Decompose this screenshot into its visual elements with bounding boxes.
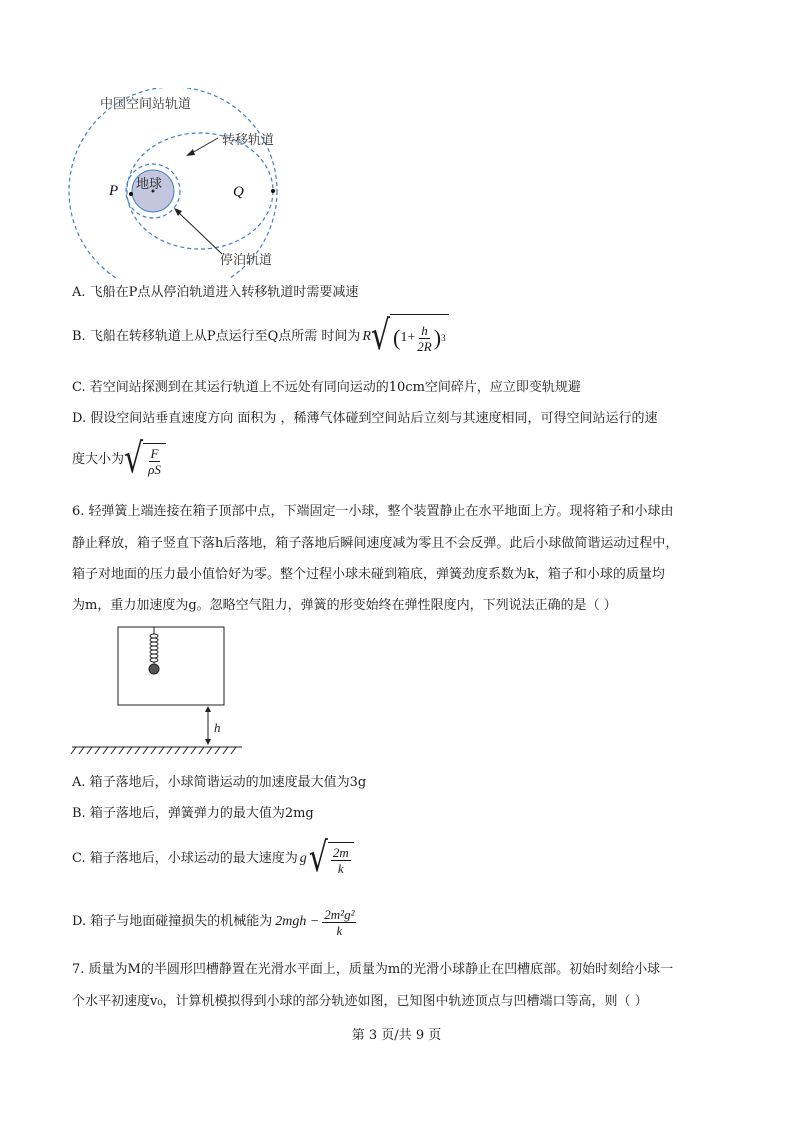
station-orbit-circle <box>69 88 277 278</box>
q5-d-sqrt: √ $\frac{F}{\rho S}$ <box>124 443 166 477</box>
orbit-diagram <box>60 88 310 278</box>
transfer-orbit-arrowhead <box>186 149 195 156</box>
q6-c-fraction: $\frac{2m}{k}$ <box>332 845 349 876</box>
q7-stem-line2: 个水平初速度v₀，计算机模拟得到小球的部分轨迹如图，已知图中轨迹顶点与凹槽端口等高，则（ ） <box>72 994 648 1009</box>
point-p-dot <box>129 192 133 196</box>
q5-option-d-line1: D. 假设空间站垂直速度方向 面积为 ，稀薄气体碰到空间站后立刻与其速度相同，可得空间站运行的速 <box>72 411 658 426</box>
height-arrow-bottom <box>205 739 211 745</box>
point-p-label: P <box>109 183 119 199</box>
q5-b-exponent: 3 <box>441 333 446 343</box>
q5-b-sqrt: √ ( 1+ $\frac{h}{2R}$ ) 3 <box>371 314 449 359</box>
q6-c-g: g <box>299 851 307 866</box>
parking-orbit-arrow <box>178 212 222 254</box>
q6-stem-line3: 箱子对地面的压力最小值恰好为零。整个过程小球未碰到箱底，弹簧劲度系数为k，箱子和小球的质量均 <box>72 567 665 582</box>
transfer-orbit-arrow <box>190 138 218 154</box>
q5-option-a: A. 飞船在P点从停泊轨道进入转移轨道时需要减速 <box>72 285 359 300</box>
box <box>118 627 224 705</box>
q5-option-c: C. 若空间站探测到在其运行轨道上不远处有同向运动的10cm空间碎片，应立即变轨规避 <box>72 380 581 395</box>
q5-option-b-text: B. 飞船在转移轨道上从P点运行至Q点所需 时间为 <box>72 328 361 344</box>
q5-b-one: 1+ <box>400 330 416 345</box>
box-spring-diagram <box>68 622 248 757</box>
q5-option-b <box>72 314 449 359</box>
q5-d-fraction: $\frac{F}{\rho S}$ <box>148 446 161 477</box>
q6-stem-line4: 为m，重力加速度为g。忽略空气阻力，弹簧的形变始终在弹性限度内，下列说法正确的是（ ） <box>72 598 617 613</box>
station-orbit-label: 中国空间站轨道 <box>100 97 192 112</box>
q5-b-R: R <box>362 328 371 344</box>
q7-stem-line1: 7. 质量为M的半圆形凹槽静置在光滑水平面上，质量为m的光滑小球静止在凹槽底部。初始时刻给小球一 <box>72 962 674 977</box>
height-label: h <box>214 720 221 735</box>
ground-hatch <box>71 747 236 754</box>
q6-c-sqrt: √ $\frac{2m}{k}$ <box>309 842 354 876</box>
q6-stem-line1: 6. 轻弹簧上端连接在箱子顶部中点，下端固定一小球，整个装置静止在水平地面上方。现将箱子和小球由 <box>72 504 674 519</box>
q6-stem-line2: 静止释放，箱子竖直下落h后落地，箱子落地后瞬间速度减为零且不会反弹。此后小球做简谐运动过程中， <box>72 536 679 551</box>
point-q-dot <box>271 189 275 193</box>
parking-orbit-label: 停泊轨道 <box>220 253 273 268</box>
transfer-orbit-label: 转移轨道 <box>222 133 275 148</box>
q6-option-b: B. 箱子落地后，弹簧弹力的最大值为2mg <box>72 806 314 821</box>
q5-b-fraction: $\frac{h}{2R}$ <box>417 322 432 354</box>
q6-d-term: 2mgh − <box>275 914 320 929</box>
point-q-label: Q <box>233 184 244 200</box>
q6-d-fraction: $\frac{\text{2m²g²}}{k}$ <box>324 906 355 938</box>
page-footer: 第 3 页/共 9 页 <box>351 1028 442 1043</box>
ball <box>149 664 159 674</box>
height-arrow-top <box>205 706 211 712</box>
q5-option-d-line2: 度大小为 √ $\frac{F}{\rho S}$ <box>72 440 166 480</box>
q6-option-c: C. 箱子落地后，小球运动的最大速度为 g √ $\frac{2m}{k}$ <box>72 838 354 880</box>
q6-option-a: A. 箱子落地后，小球简谐运动的加速度最大值为3g <box>72 775 367 790</box>
q6-option-d: D. 箱子与地面碰撞损失的机械能为 2mgh − $\frac{\text{2m²g²}}{k}$ <box>72 900 356 944</box>
earth-label: 地球 <box>136 177 163 192</box>
